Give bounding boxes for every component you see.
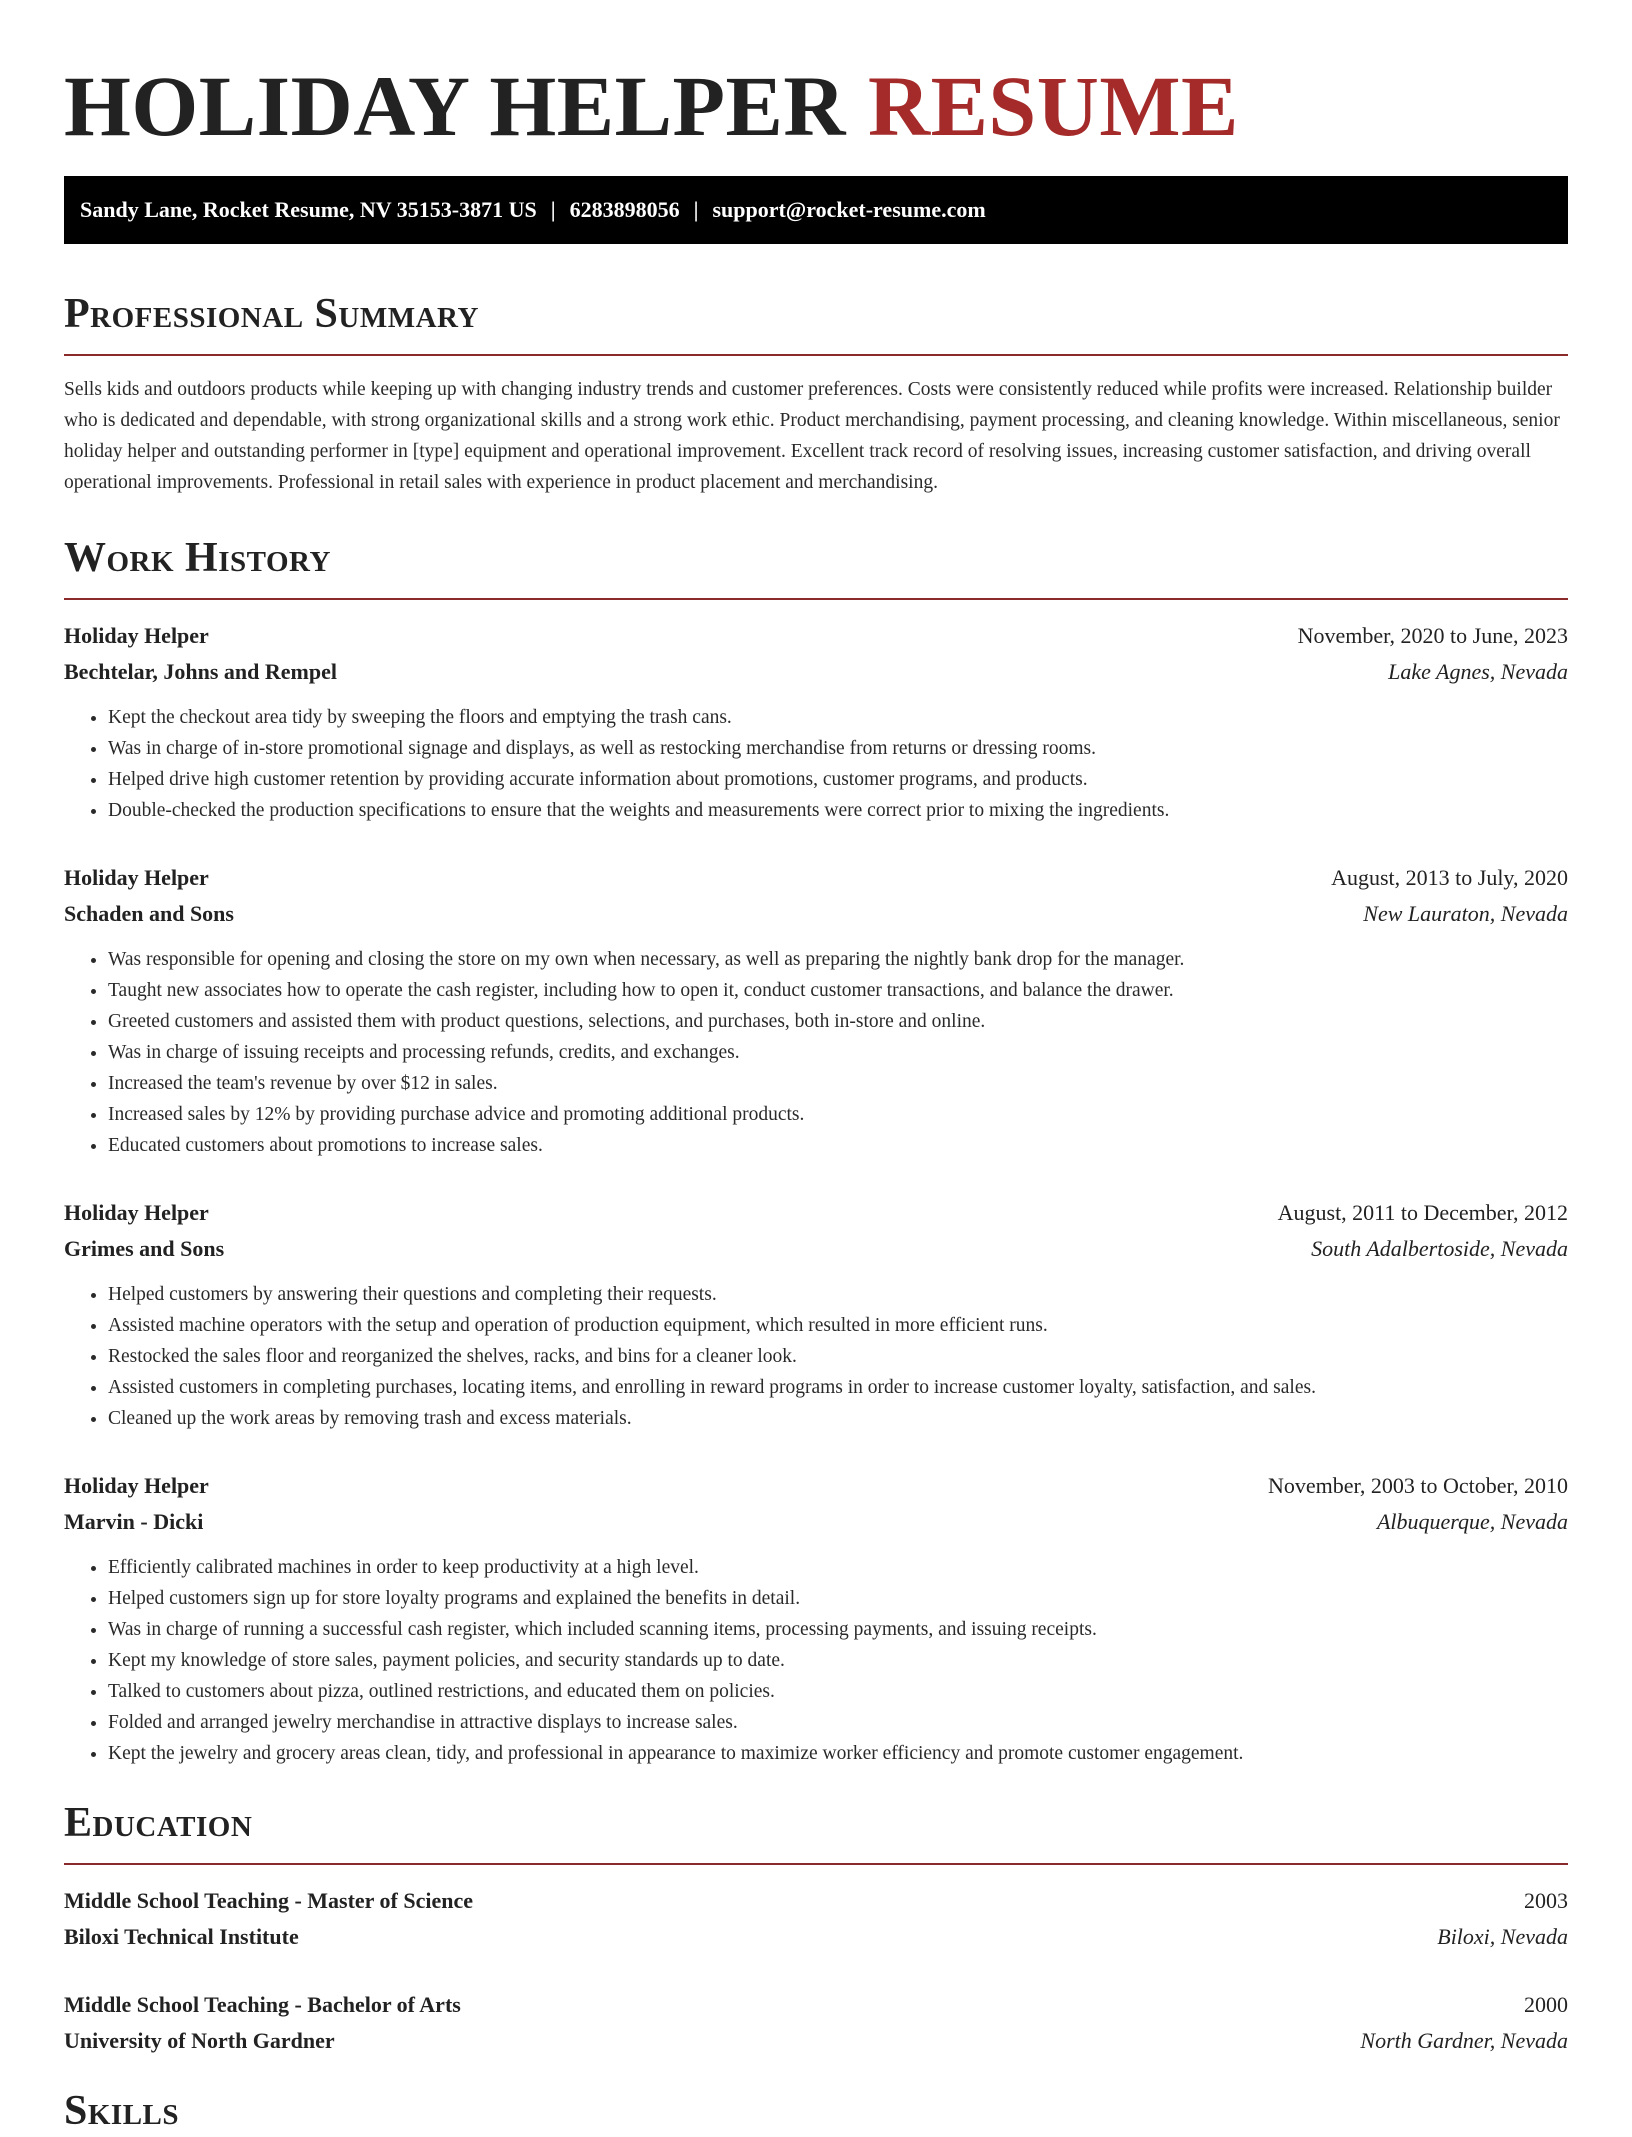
education-year: 2003	[1524, 1888, 1568, 1913]
contact-separator: |	[550, 197, 556, 222]
job-entry	[64, 1468, 1568, 1769]
job-bullet: • Greeted customers and assisted them with product questions, selections, and purchases, both in-store and online.	[108, 1006, 1568, 1037]
title-accent: RESUME	[867, 58, 1239, 154]
job-title: Holiday Helper	[64, 865, 209, 890]
summary-heading: Professional Summary	[64, 291, 479, 337]
job-company-row	[64, 896, 1568, 932]
education-entry	[64, 1883, 1568, 1955]
resume-page	[64, 0, 1568, 2137]
job-bullets	[64, 702, 1568, 826]
job-bullet: • Double-checked the production specifications to ensure that the weights and measurements were correct prior to mixing the ingredients.	[108, 795, 1568, 826]
job-bullet: • Helped drive high customer retention by providing accurate information about promotions, customer programs, and products.	[108, 764, 1568, 795]
job-dates: November, 2003 to October, 2010	[1267, 1473, 1568, 1498]
job-bullet: • Increased the team's revenue by over $12 in sales.	[108, 1068, 1568, 1099]
job-location: South Adalbertoside, Nevada	[1311, 1236, 1568, 1261]
section-divider	[64, 598, 1568, 600]
job-location: New Lauraton, Nevada	[1363, 901, 1568, 926]
job-bullet: • Helped customers by answering their questions and completing their requests.	[108, 1279, 1568, 1310]
job-dates: August, 2011 to December, 2012	[1277, 1200, 1568, 1225]
resume-title	[64, 56, 1568, 156]
job-bullet: • Talked to customers about pizza, outlined restrictions, and educated them on policies.	[108, 1676, 1568, 1707]
job-dates: August, 2013 to July, 2020	[1331, 865, 1568, 890]
summary-text: Sells kids and outdoors products while keeping up with changing industry trends and customer preferences. Costs were consistently reduced while profits were increased. Relationship builder who is dedicated and dependable, with strong organizational skills and a strong work ethic. Product merchandising, payment processing, and cleaning knowledge. Within miscellaneous, senior holiday helper and outstanding performer in [type] equipment and operational improvement. Excellent track record of resolving issues, increasing customer satisfaction, and driving overall operational improvements. Professional in retail sales with experience in product placement and merchandising.	[64, 379, 1560, 493]
job-company-row	[64, 1504, 1568, 1540]
education-location: Biloxi, Nevada	[1437, 1924, 1568, 1949]
job-bullet: • Taught new associates how to operate the cash register, including how to open it, conduct customer transactions, and balance the drawer.	[108, 975, 1568, 1006]
job-title: Holiday Helper	[64, 1200, 209, 1225]
job-bullet: • Assisted machine operators with the setup and operation of production equipment, which resulted in more efficient runs.	[108, 1310, 1568, 1341]
job-bullet: • Was responsible for opening and closing the store on my own when necessary, as well as preparing the nightly bank drop for the manager.	[108, 944, 1568, 975]
job-bullet: • Educated customers about promotions to increase sales.	[108, 1130, 1568, 1161]
job-bullet: • Kept the checkout area tidy by sweeping the floors and emptying the trash cans.	[108, 702, 1568, 733]
job-company-row	[64, 1231, 1568, 1267]
skills-heading: Skills	[64, 2088, 180, 2134]
education-year: 2000	[1524, 1992, 1568, 2017]
job-bullet: • Helped customers sign up for store loyalty programs and explained the benefits in detail.	[108, 1583, 1568, 1614]
job-bullets	[64, 1279, 1568, 1434]
work-history-heading: Work History	[64, 535, 331, 581]
education-degree-row	[64, 1883, 1568, 1919]
education-school-row	[64, 1919, 1568, 1955]
job-company: Schaden and Sons	[64, 901, 234, 926]
job-entry	[64, 618, 1568, 826]
job-bullet: • Kept the jewelry and grocery areas clean, tidy, and professional in appearance to maximize worker efficiency and promote customer engagement.	[108, 1738, 1568, 1769]
education-heading: Education	[64, 1800, 253, 1846]
education-entry	[64, 1987, 1568, 2059]
job-entry	[64, 860, 1568, 1161]
education-location: North Gardner, Nevada	[1360, 2028, 1568, 2053]
job-entry	[64, 1195, 1568, 1434]
job-company-row	[64, 654, 1568, 690]
education-school: Biloxi Technical Institute	[64, 1924, 299, 1949]
contact-phone: 6283898056	[569, 197, 680, 222]
education-school: University of North Gardner	[64, 2028, 335, 2053]
job-bullets	[64, 1552, 1568, 1769]
job-header-row	[64, 618, 1568, 654]
job-header-row	[64, 860, 1568, 896]
job-header-row	[64, 1468, 1568, 1504]
section-divider	[64, 1863, 1568, 1865]
job-title: Holiday Helper	[64, 623, 209, 648]
contact-address: Sandy Lane, Rocket Resume, NV 35153-3871 US	[80, 197, 537, 222]
contact-bar	[64, 176, 1568, 244]
education-degree: Middle School Teaching - Master of Science	[64, 1888, 474, 1913]
education-school-row	[64, 2023, 1568, 2059]
job-location: Lake Agnes, Nevada	[1388, 659, 1568, 684]
contact-email: support@rocket-resume.com	[712, 197, 986, 222]
job-location: Albuquerque, Nevada	[1376, 1509, 1568, 1534]
contact-separator: |	[693, 197, 699, 222]
job-bullet: • Efficiently calibrated machines in order to keep productivity at a high level.	[108, 1552, 1568, 1583]
job-bullets	[64, 944, 1568, 1161]
job-bullet: • Restocked the sales floor and reorganized the shelves, racks, and bins for a cleaner look.	[108, 1341, 1568, 1372]
job-bullet: • Kept my knowledge of store sales, payment policies, and security standards up to date.	[108, 1645, 1568, 1676]
education-degree: Middle School Teaching - Bachelor of Arts	[64, 1992, 461, 2017]
job-bullet: • Assisted customers in completing purchases, locating items, and enrolling in reward programs in order to increase customer loyalty, satisfaction, and sales.	[108, 1372, 1568, 1403]
job-bullet: • Increased sales by 12% by providing purchase advice and promoting additional products.	[108, 1099, 1568, 1130]
section-divider	[64, 354, 1568, 356]
job-company: Marvin - Dicki	[64, 1509, 204, 1534]
job-header-row	[64, 1195, 1568, 1231]
job-bullet: • Folded and arranged jewelry merchandise in attractive displays to increase sales.	[108, 1707, 1568, 1738]
job-bullet: • Cleaned up the work areas by removing trash and excess materials.	[108, 1403, 1568, 1434]
job-bullet: • Was in charge of in-store promotional signage and displays, as well as restocking merchandise from returns or dressing rooms.	[108, 733, 1568, 764]
job-bullet: • Was in charge of running a successful cash register, which included scanning items, processing payments, and issuing receipts.	[108, 1614, 1568, 1645]
job-title: Holiday Helper	[64, 1473, 209, 1498]
job-company: Bechtelar, Johns and Rempel	[64, 659, 337, 684]
job-company: Grimes and Sons	[64, 1236, 225, 1261]
education-degree-row	[64, 1987, 1568, 2023]
title-main: HOLIDAY HELPER	[64, 58, 846, 154]
job-dates: November, 2020 to June, 2023	[1297, 623, 1568, 648]
job-bullet: • Was in charge of issuing receipts and processing refunds, credits, and exchanges.	[108, 1037, 1568, 1068]
